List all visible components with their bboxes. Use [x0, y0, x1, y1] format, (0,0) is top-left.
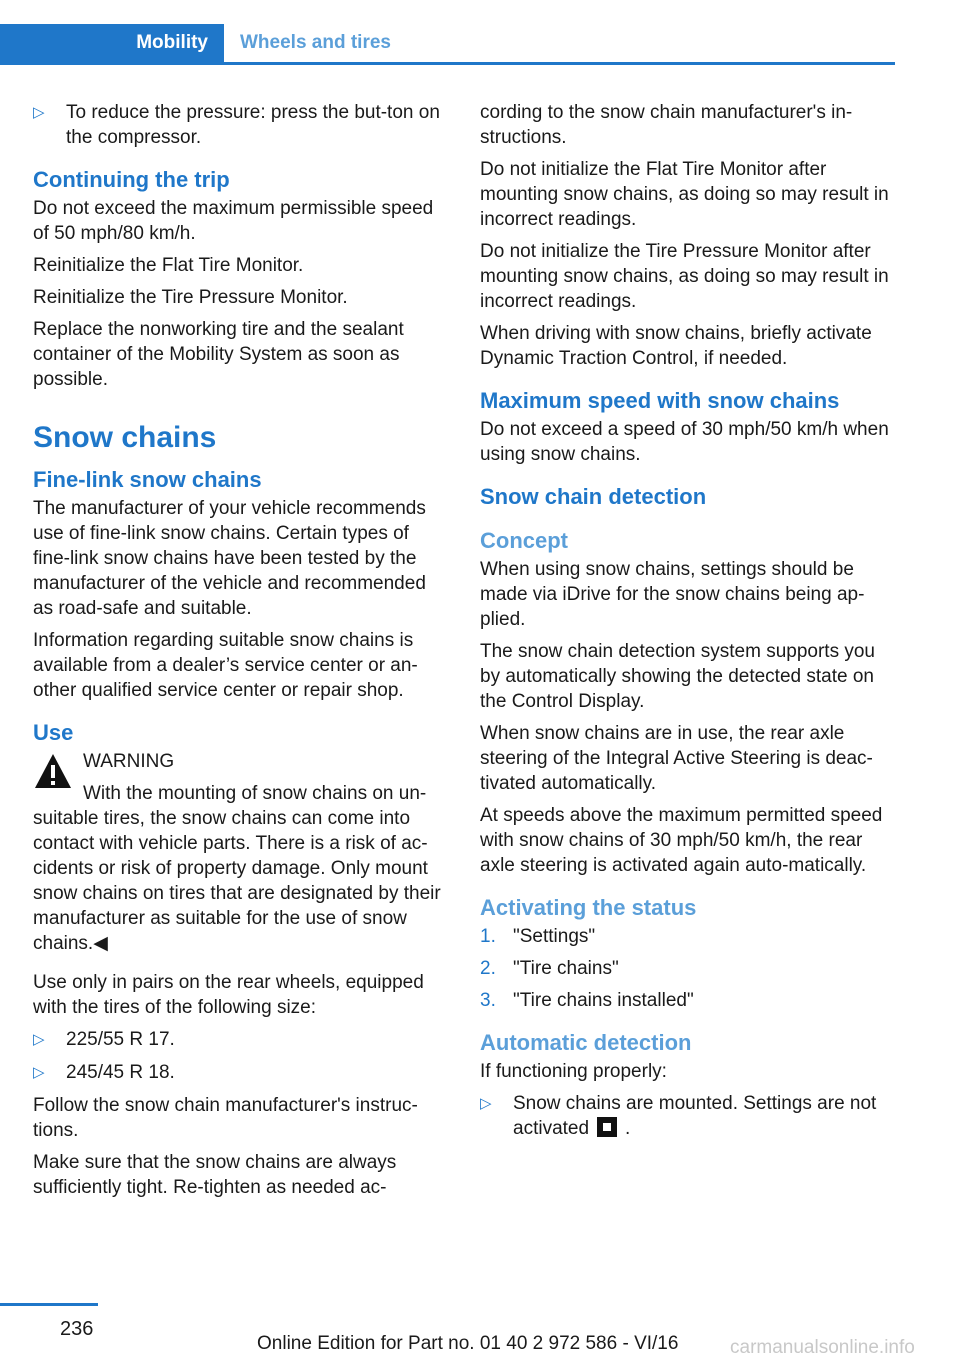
bullet-triangle-icon: ▷: [33, 1031, 45, 1048]
heading-snow-chain-detection: Snow chain detection: [480, 484, 707, 509]
left-column: [33, 100, 451, 1207]
paragraph: Use only in pairs on the rear wheels, equipped with the tires of the following size:: [33, 972, 424, 1018]
paragraph: Information regarding suitable snow chains is available from a dealer’s service center or an‐other qualified service center or repair shop.: [33, 630, 418, 701]
paragraph: cording to the snow chain manufacturer's in‐structions.: [480, 102, 853, 148]
warning-title: WARNING: [83, 751, 175, 772]
tab-wheels-and-tires[interactable]: Wheels and tires: [240, 32, 391, 53]
footer-divider: [0, 1303, 98, 1306]
list-item: [480, 988, 898, 1013]
list-item-text: To reduce the pressure: press the but‐ton on the compressor.: [66, 102, 440, 148]
snow-chain-status-icon: [597, 1117, 617, 1137]
list-item: [480, 956, 898, 981]
heading-automatic-detection: Automatic detection: [480, 1030, 692, 1055]
list-item-text: 245/45 R 18.: [66, 1062, 175, 1083]
paragraph: Reinitialize the Tire Pressure Monitor.: [33, 287, 348, 308]
list-item: [480, 924, 898, 949]
paragraph: Do not initialize the Tire Pressure Monitor after mounting snow chains, as doing so may result in incorrect readings.: [480, 241, 889, 312]
step-number: 2.: [480, 958, 496, 979]
paragraph: Follow the snow chain manufacturer's instruc‐tions.: [33, 1095, 418, 1141]
step-text: "Tire chains installed": [513, 990, 694, 1011]
paragraph: Make sure that the snow chains are always sufficiently tight. Re-tighten as needed ac‐: [33, 1152, 397, 1198]
step-text: "Tire chains": [513, 958, 619, 979]
list-item: [33, 100, 451, 150]
page-number: 236: [60, 1318, 94, 1340]
bullet-triangle-icon: ▷: [33, 104, 45, 121]
heading-activating-the-status: Activating the status: [480, 895, 697, 920]
list-item: [33, 1060, 451, 1085]
paragraph: If functioning properly:: [480, 1061, 667, 1082]
paragraph: Do not exceed the maximum permissible speed of 50 mph/80 km/h.: [33, 198, 434, 244]
list-item-text-end: .: [625, 1118, 631, 1139]
heading-snow-chains: Snow chains: [33, 421, 217, 454]
paragraph: Replace the nonworking tire and the sealant container of the Mobility System as soon as possible.: [33, 319, 404, 390]
tab-mobility[interactable]: Mobility: [0, 24, 224, 62]
list-item: [33, 1027, 451, 1052]
heading-maximum-speed: Maximum speed with snow chains: [480, 388, 840, 413]
paragraph: When using snow chains, settings should be made via iDrive for the snow chains being ap‐plied.: [480, 559, 865, 630]
paragraph: Reinitialize the Flat Tire Monitor.: [33, 255, 304, 276]
section-tabbar: [0, 24, 895, 65]
warning-block: [33, 749, 451, 956]
heading-fine-link-snow-chains: Fine-link snow chains: [33, 467, 262, 492]
warning-triangle-icon: [33, 751, 73, 791]
list-item-text: Snow chains are mounted. Settings are not activated: [513, 1093, 877, 1139]
heading-concept: Concept: [480, 528, 568, 553]
heading-use: Use: [33, 720, 74, 745]
paragraph: When driving with snow chains, briefly activate Dynamic Traction Control, if needed.: [480, 323, 872, 369]
paragraph: The manufacturer of your vehicle recommends use of fine-link snow chains. Certain types of fine-link snow chains have been tested by the manufacturer of the vehicle and recommended as road-safe and suitable.: [33, 498, 426, 619]
paragraph: At speeds above the maximum permitted speed with snow chains of 30 mph/50 km/h, the rear axle steering is activated again auto‐matically.: [480, 805, 883, 876]
paragraph: The snow chain detection system supports you by automatically showing the detected state on the Control Display.: [480, 641, 875, 712]
step-number: 1.: [480, 926, 496, 947]
paragraph: When snow chains are in use, the rear axle steering of the Integral Active Steering is deac‐tivated automatically.: [480, 723, 873, 794]
step-number: 3.: [480, 990, 496, 1011]
watermark: carmanualsonline.info: [730, 1337, 915, 1358]
list-item: [480, 1091, 898, 1141]
paragraph: Do not exceed a speed of 30 mph/50 km/h when using snow chains.: [480, 419, 889, 465]
bullet-triangle-icon: ▷: [480, 1095, 492, 1112]
edition-text: Online Edition for Part no. 01 40 2 972 586 - VI/16: [257, 1333, 679, 1354]
paragraph: Do not initialize the Flat Tire Monitor after mounting snow chains, as doing so may result in incorrect readings.: [480, 159, 889, 230]
warning-text: With the mounting of snow chains on un‐suitable tires, the snow chains can come into contact with vehicle parts. There is a risk of ac‐cidents or risk of property damage. Only mount snow chains on tires that are designated by their manufacturer as suitable for the use of snow chains.◀: [33, 783, 441, 954]
right-column: [480, 100, 898, 1149]
list-item-text: 225/55 R 17.: [66, 1029, 175, 1050]
heading-continuing-the-trip: Continuing the trip: [33, 167, 230, 192]
bullet-triangle-icon: ▷: [33, 1064, 45, 1081]
step-text: "Settings": [513, 926, 596, 947]
